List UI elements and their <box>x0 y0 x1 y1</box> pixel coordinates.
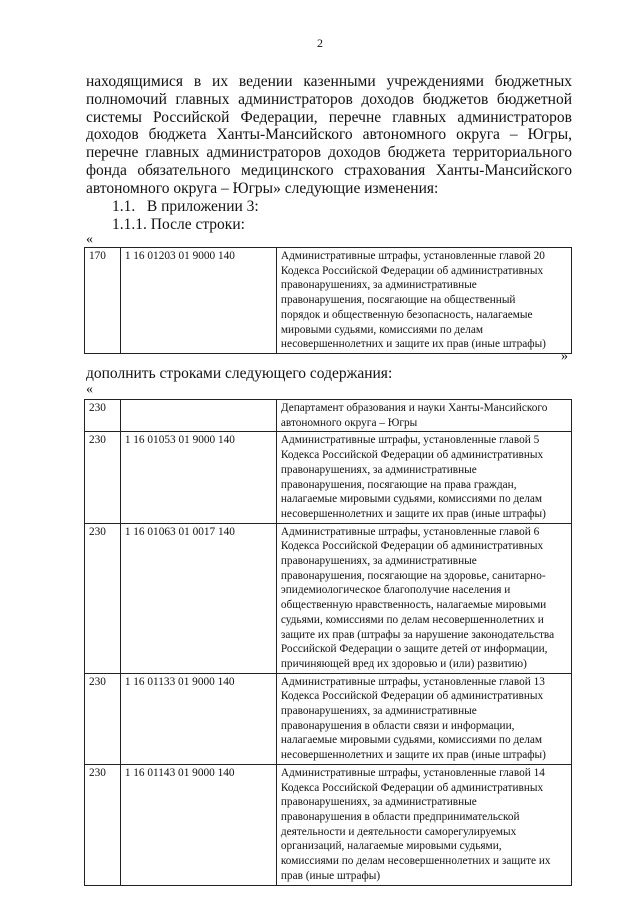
description-line: Административные штрафы, установленные главой 6 <box>280 525 540 538</box>
description-line: Кодекса Российской Федерации об административных <box>280 690 544 703</box>
description-line: несовершеннолетних и защите их прав (иные штрафы) <box>280 507 546 520</box>
description-cell <box>276 400 571 432</box>
description-line: автономного округа – Югры <box>280 416 418 429</box>
intro-paragraph <box>86 73 572 198</box>
description-cell <box>276 523 571 673</box>
item-1-1-1: 1.1.1. После строки: <box>112 216 245 233</box>
description-line: прав (иные штрафы) <box>280 869 381 882</box>
table-after-row <box>84 247 572 354</box>
description-line: правонарушения в области связи и информации, <box>280 719 515 732</box>
description-line: Административные штрафы, установленные главой 20 <box>280 250 545 262</box>
table-row <box>85 673 572 764</box>
description-line: Административные штрафы, установленные главой 5 <box>280 434 540 447</box>
description-line: налагаемые мировыми судьями, комиссиями по делам <box>280 734 543 747</box>
description-cell <box>276 248 571 354</box>
description-line: общественную нравственность, налагаемые мировыми <box>280 599 547 612</box>
code-cell: 230 <box>85 523 121 673</box>
description-line: мировыми судьями, комиссиями по делам <box>280 323 483 336</box>
description-line: организаций, налагаемые мировыми судьями, <box>280 840 502 853</box>
kbk-cell: 1 16 01133 01 9000 140 <box>120 673 276 764</box>
table-row <box>85 248 572 354</box>
description-line: деятельности и деятельности саморегулируемых <box>280 825 517 838</box>
description-line: Кодекса Российской Федерации об административных <box>280 264 544 277</box>
kbk-cell: 1 16 01143 01 9000 140 <box>120 764 276 885</box>
intro-line: полномочий главных администраторов доходов бюджетов бюджетной <box>86 90 572 108</box>
description-line: Административные штрафы, установленные главой 13 <box>280 675 545 688</box>
description-line: правонарушениях, за административные <box>280 279 477 292</box>
description-line: несовершеннолетних и защите их прав (иные штрафы) <box>280 338 546 351</box>
description-cell <box>276 432 571 523</box>
description-line: несовершеннолетних и защите их прав (иные штрафы) <box>280 749 546 762</box>
code-cell: 230 <box>85 673 121 764</box>
intro-line: доходов бюджета Ханты-Мансийского автономного округа – Югры, <box>86 126 572 144</box>
description-line: судьями, комиссиями по делам несовершеннолетних и <box>280 613 544 626</box>
description-line: Департамент образования и науки Ханты-Мансийского <box>280 402 548 414</box>
description-line: Кодекса Российской Федерации об административных <box>280 781 544 794</box>
description-line: причиняющей вред их здоровью и (или) развитию) <box>280 657 527 670</box>
intro-line: находящимися в их ведении казенными учреждениями бюджетных <box>86 73 572 90</box>
description-line: комиссиями по делам несовершеннолетних и защите их <box>280 855 551 868</box>
table-new-rows <box>84 399 572 886</box>
description-line: порядок и общественную безопасность, налагаемые <box>280 308 533 321</box>
description-line: Кодекса Российской Федерации об административных <box>280 540 544 553</box>
opening-quote: « <box>86 232 93 247</box>
intro-line: фонда обязательного медицинского страхования Ханты-Мансийского <box>86 161 572 179</box>
code-cell: 230 <box>85 764 121 885</box>
description-line: правонарушениях, за административные <box>280 463 477 476</box>
kbk-cell <box>120 400 276 432</box>
description-line: правонарушениях, за административные <box>280 796 477 809</box>
description-line: правонарушения, посягающие на общественный <box>280 294 516 307</box>
opening-quote: « <box>86 382 93 397</box>
intro-line: перечне главных администраторов доходов бюджета территориального <box>86 144 572 162</box>
description-cell <box>276 764 571 885</box>
description-line: правонарушениях, за административные <box>280 705 477 718</box>
table-row <box>85 523 572 673</box>
kbk-cell: 1 16 01063 01 0017 140 <box>120 523 276 673</box>
description-line: правонарушения в области предпринимательской <box>280 810 520 823</box>
intro-line: системы Российской Федерации, перечне главных администраторов <box>86 108 572 126</box>
description-line: Российской Федерации о защите детей от информации, <box>280 643 548 656</box>
description-cell <box>276 673 571 764</box>
table-row <box>85 400 572 432</box>
page-number: 2 <box>317 36 323 50</box>
code-cell: 230 <box>85 400 121 432</box>
kbk-cell: 1 16 01203 01 9000 140 <box>120 248 276 354</box>
intro-line: автономного округа – Югры» следующие изменения: <box>86 179 439 197</box>
description-line: эпидемиологическое благополучие населения и <box>280 584 511 597</box>
description-line: налагаемые мировыми судьями, комиссиями по делам <box>280 493 543 506</box>
item-1-1: 1.1. В приложении 3: <box>112 198 259 215</box>
description-line: правонарушениях, за административные <box>280 555 477 568</box>
description-line: правонарушения, посягающие на права граждан, <box>280 478 517 491</box>
code-cell: 170 <box>85 248 121 354</box>
kbk-cell: 1 16 01053 01 9000 140 <box>120 432 276 523</box>
description-line: Административные штрафы, установленные главой 14 <box>280 766 545 779</box>
description-line: правонарушения, посягающие на здоровье, санитарно- <box>280 569 546 582</box>
table-row <box>85 764 572 885</box>
code-cell: 230 <box>85 432 121 523</box>
closing-quote: » <box>561 349 568 364</box>
description-line: Кодекса Российской Федерации об административных <box>280 449 544 462</box>
description-line: защите их прав (штрафы за нарушение законодательства <box>280 628 555 641</box>
table-row <box>85 432 572 523</box>
add-lines-text: дополнить строками следующего содержания: <box>86 365 393 382</box>
